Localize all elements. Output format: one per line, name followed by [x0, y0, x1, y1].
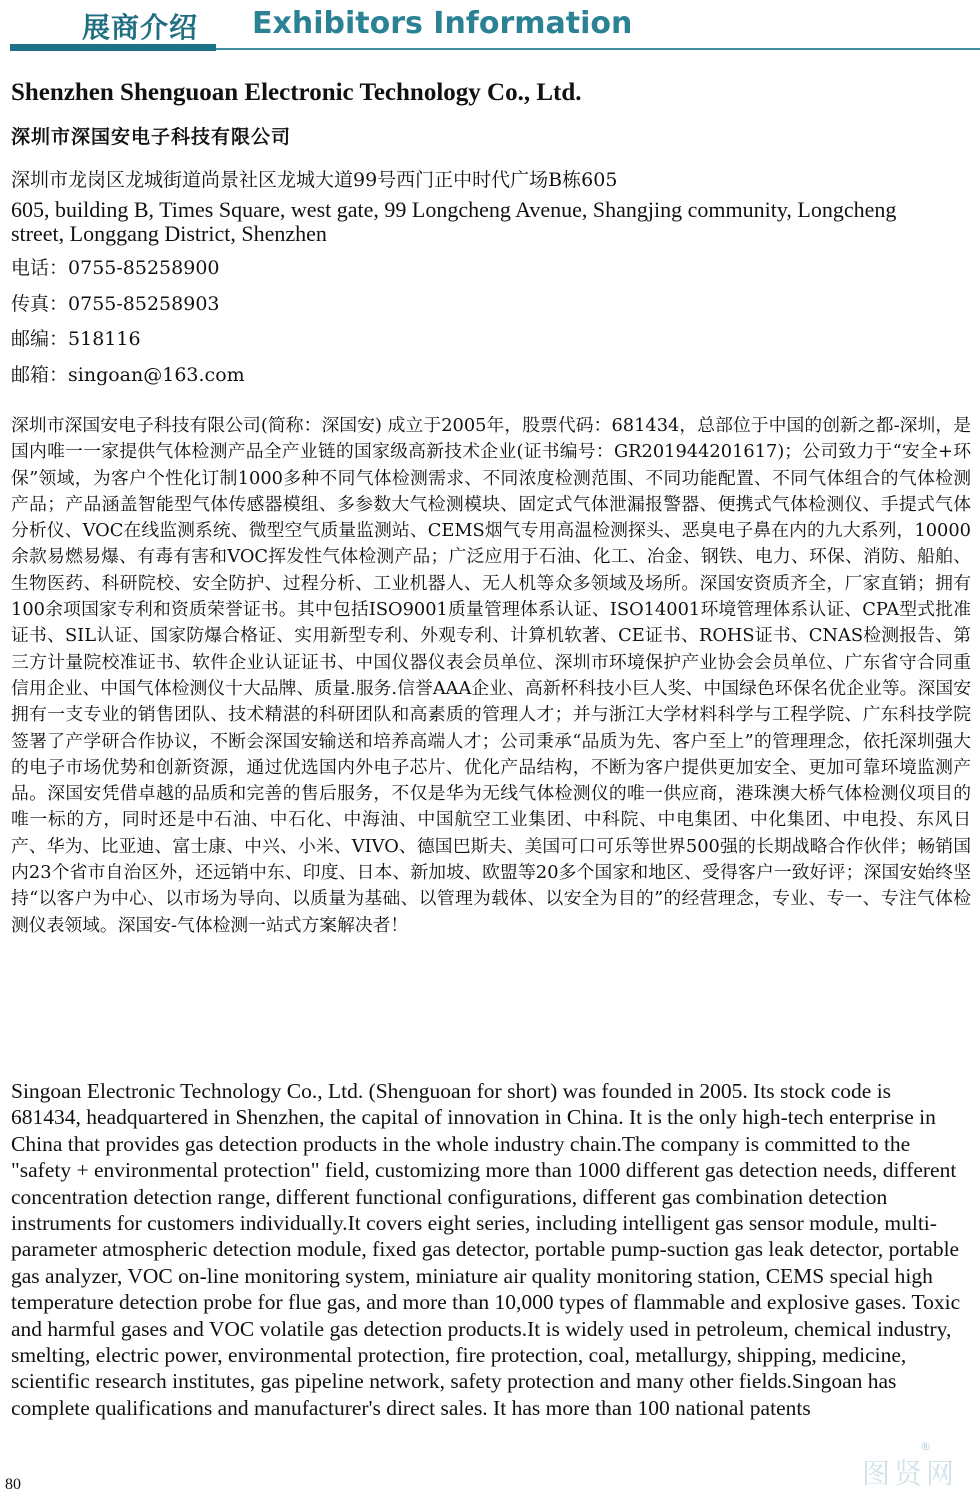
contact-postcode-value: 518116	[68, 328, 141, 350]
contact-fax	[11, 289, 220, 316]
address-cn: 深圳市龙岗区龙城街道尚景社区龙城大道99号西门正中时代广场B栋605	[11, 169, 618, 191]
description-cn: 深圳市深国安电子科技有限公司(简称：深国安) 成立于2005年，股票代码：681434，总部位于中国的创新之都-深圳，是国内唯一一家提供气体检测产品全产业链的国家级高新技术企业(证书编号：GR201944201617)；公司致力于“安全+环保”领域，为客户个性化订制1000多种不同气体检测需求、不同浓度检测范围、不同功能配置、不同气体组合的气体检测产品；产品涵盖智能型气体传感器模组、多参数大气检测模块、固定式气体泄漏报警器、便携式气体检测仪、手提式气体分析仪、VOC在线监测系统、微型空气质量监测站、CEMS烟气专用高温检测探头、恶臭电子鼻在内的九大系列，10000余款易燃易爆、有毒有害和VOC挥发性气体检测产品；广泛应用于石油、化工、冶金、钢铁、电力、环保、消防、船舶、生物医药、科研院校、安全防护、过程分析、工业机器人、无人机等众多领域及场所。深国安资质齐全，厂家直销；拥有100余项国家专利和资质荣誉证书。其中包括ISO9001质量管理体系认证、ISO14001环境管理体系认证、CPA型式批准证书、SIL认证、国家防爆合格证、实用新型专利、外观专利、计算机软著、CE证书、ROHS证书、CNAS检测报告、第三方计量院校准证书、软件企业认证证书、中国仪器仪表会员单位、深圳市环境保护产业协会会员单位、广东省守合同重信用企业、中国气体检测仪十大品牌、质量.服务.信誉AAA企业、高新杯科技小巨人奖、中国绿色环保名优企业等。深国安拥有一支专业的销售团队、技术精湛的科研团队和高素质的管理人才；并与浙江大学材料科学与工程学院、广东科技学院签署了产学研合作协议，不断会深国安输送和培养高端人才；公司秉承“品质为先、客户至上”的管理理念，依托深圳强大的电子市场优势和创新资源，通过优选国内外电子芯片、优化产品结构，不断为客户提供更加安全、更加可靠环境监测产品。深国安凭借卓越的品质和完善的售后服务，不仅是华为无线气体检测仪的唯一供应商，港珠澳大桥气体检测仪项目的唯一标的方，同时还是中石油、中石化、中海油、中国航空工业集团、中科院、中电集团、中化集团、中电投、东风日产、华为、比亚迪、富士康、中兴、小米、VIVO、德国巴斯夫、美国可口可乐等世界500强的长期战略合作伙伴；畅销国内23个省市自治区外，还远销中东、印度、日本、新加坡、欧盟等20多个国家和地区、受得客户一致好评；深国安始终坚持“以客户为中心、以市场为导向、以质量为基础、以管理为载体、以安全为目的”的经营理念，专业、专一、专注气体检测仪表领域。深国安-气体检测一站式方案解决者！	[11, 415, 971, 936]
contact-email-label: 邮箱：	[11, 364, 69, 386]
contact-fax-label: 传真：	[11, 293, 69, 315]
contact-postcode-label: 邮编：	[11, 328, 69, 350]
header-tab-bar	[10, 44, 216, 51]
contact-phone-value: 0755-85258900	[68, 257, 220, 279]
company-name-en: Shenzhen Shenguoan Electronic Technology Co., Ltd.	[11, 79, 582, 106]
registered-mark-icon: ®	[920, 1440, 931, 1453]
header-divider	[216, 48, 980, 50]
contact-fax-value: 0755-85258903	[68, 293, 220, 315]
section-title-cn: 展商介绍	[82, 11, 199, 44]
address-en: 605, building B, Times Square, west gate, 99 Longcheng Avenue, Shangjing community, Longcheng street, Longgang District, Shenzhen	[11, 197, 897, 246]
contact-phone	[11, 253, 220, 280]
watermark-logo: 图贤网	[862, 1457, 959, 1490]
page-number: 80	[5, 1476, 21, 1493]
contact-phone-label: 电话：	[11, 257, 69, 279]
description-en: Singoan Electronic Technology Co., Ltd. (Shenguoan for short) was founded in 2005. Its stock code is 681434, headquartered in Shenzhen, the capital of innovation in China. It is the only high-tech enterprise in China that provides gas detection products in the whole industry chain.The company is committed to the "safety + environmental protection" field, customizing more than 1000 different gas detection needs, different concentration detection range, different functional configurations, different gas combination detection instruments for customers individually.It covers eight series, including intelligent gas sensor module, multi-parameter atmospheric detection module, fixed gas detector, portable pump-suction gas leak detector, portable gas analyzer, VOC on-line monitoring system, miniature air quality monitoring station, CEMS special high temperature detection probe for flue gas, and more than 10,000 types of flammable and explosive gases. Toxic and harmful gases and VOC volatile gas detection products.It is widely used in petroleum, chemical industry, smelting, electric power, environmental protection, fire protection, coal, metallurgy, shipping, medicine, scientific research institutes, gas pipeline network, safety protection and many other fields.Singoan has complete qualifications and manufacturer's direct sales. It has more than 100 national patents	[11, 1079, 961, 1420]
page-header	[0, 0, 980, 58]
contact-email	[11, 360, 245, 387]
contact-email-value: singoan@163.com	[68, 364, 245, 386]
company-name-cn: 深圳市深国安电子科技有限公司	[11, 126, 292, 148]
section-title-en: Exhibitors Information	[252, 6, 633, 41]
contact-postcode	[11, 324, 141, 351]
